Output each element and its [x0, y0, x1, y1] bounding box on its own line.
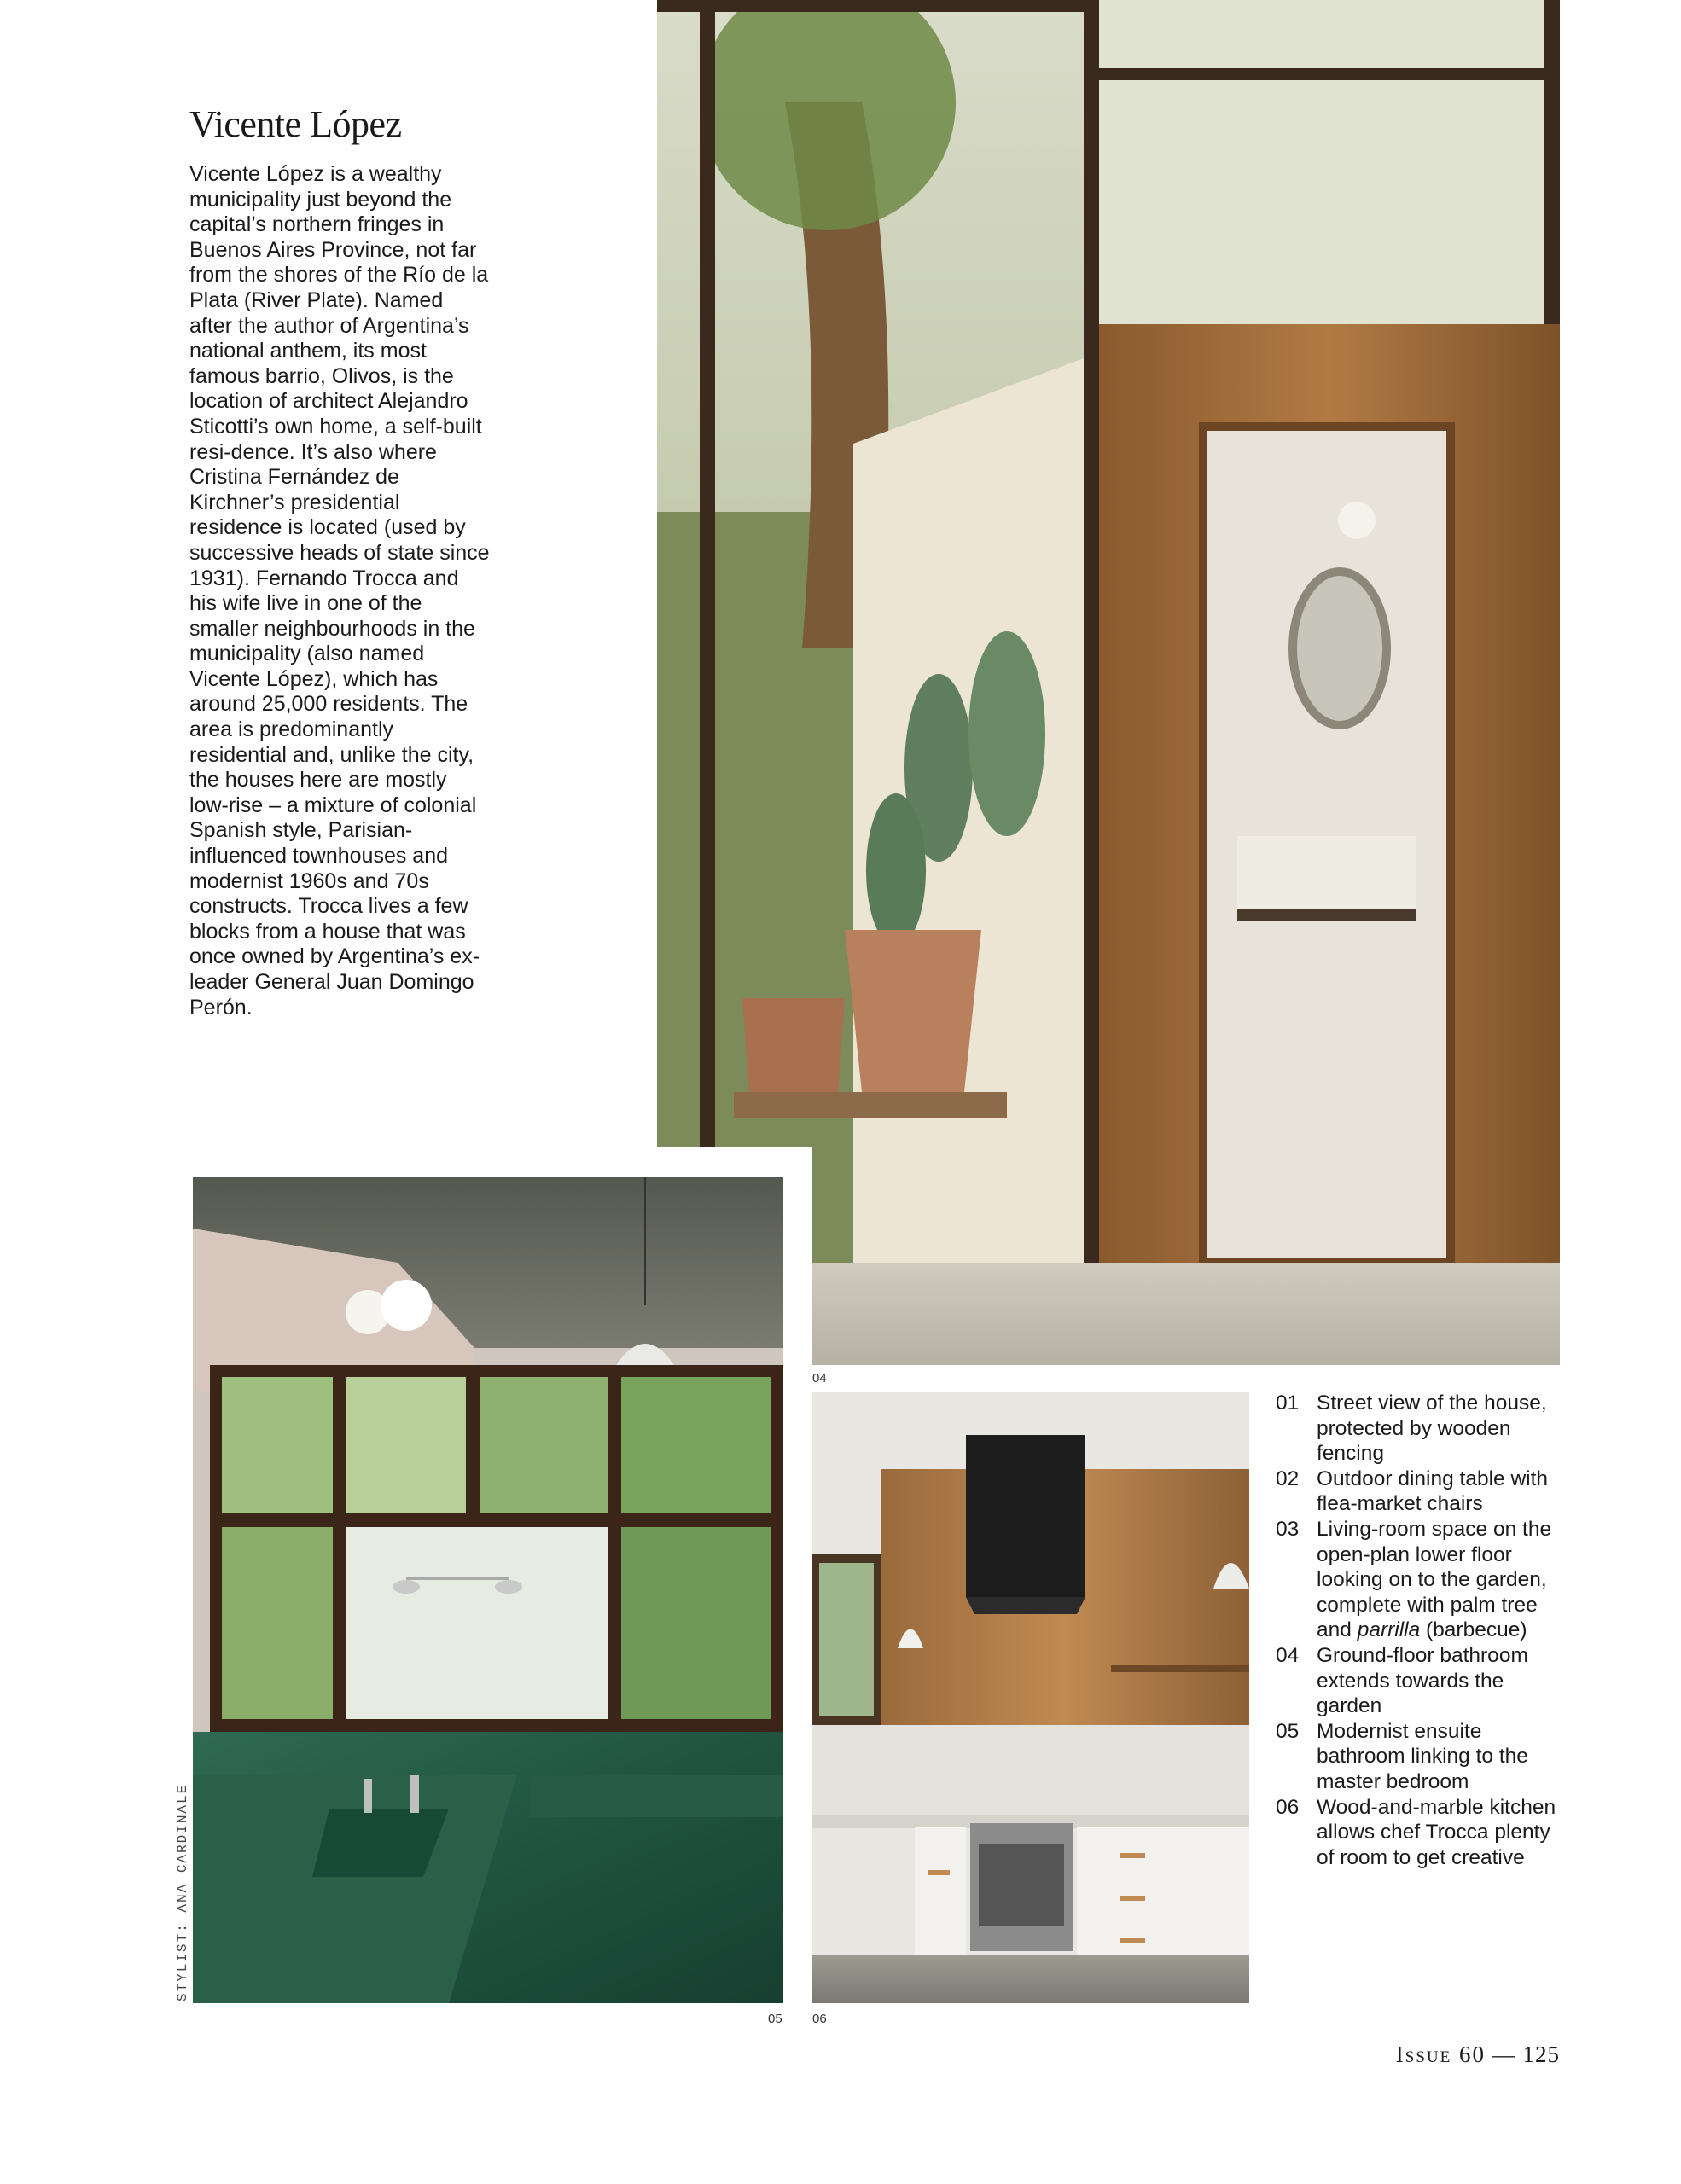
- page-folio: [1396, 2042, 1560, 2068]
- photo-number-06: 06: [812, 2012, 827, 2026]
- caption-text-end: (barbecue): [1420, 1618, 1527, 1642]
- caption-item: [1276, 1719, 1566, 1795]
- caption-item: [1276, 1517, 1566, 1643]
- caption-item: [1276, 1391, 1566, 1467]
- issue-label: Issue 60: [1395, 2042, 1486, 2067]
- caption-number: 03: [1276, 1517, 1300, 1541]
- photo-number-05: 05: [768, 2012, 782, 2026]
- caption-text: Modernist ensuite bathroom linking to the master bedroom: [1317, 1719, 1528, 1793]
- sidebar-title: Vicente López: [189, 103, 402, 145]
- stylist-credit: STYLIST: ANA CARDINALE: [175, 1783, 190, 2001]
- caption-text: [1317, 1517, 1566, 1643]
- page-number: 125: [1522, 2042, 1560, 2067]
- caption-number: 02: [1276, 1467, 1300, 1490]
- photo-captions: [1276, 1391, 1566, 1870]
- photo-number-04: 04: [812, 1371, 827, 1385]
- caption-item: [1276, 1467, 1566, 1517]
- caption-number: 06: [1276, 1795, 1300, 1819]
- caption-item: [1276, 1643, 1566, 1719]
- caption-text: Wood-and-marble kitchen allows chef Trocca plenty of room to get creative: [1317, 1795, 1556, 1869]
- caption-number: 04: [1276, 1643, 1300, 1667]
- caption-number: 05: [1276, 1719, 1300, 1743]
- photo-kitchen: [812, 1392, 1249, 2003]
- sidebar-body-text: Vicente López is a wealthy municipality just beyond the capital’s northern fringes in Buenos Aires Province, not far from the shores of the Río de la Plata (River Plate). Named after the author of Argentina’s national anthem, its most famous barrio, Olivos, is the location of architect Alejandro Sticotti’s own home, a self-built resi-dence. It’s also where Cristina Fernández de Kirchner’s presidential residence is located (used by successive heads of state since 1931). Fernando Trocca and his wife live in one of the smaller neighbourhoods in the municipality (also named Vicente López), which has around 25,000 residents. The area is predominantly residential and, unlike the city, the houses here are mostly low-rise – a mixture of colonial Spanish style, Parisian-influenced townhouses and modernist 1960s and 70s constructs. Trocca lives a few blocks from a house that was once owned by Argentina’s ex-leader General Juan Domingo Perón.: [189, 162, 490, 1019]
- caption-text: Ground-floor bathroom extends towards the garden: [1317, 1643, 1528, 1718]
- caption-text: Street view of the house, protected by wooden fencing: [1317, 1391, 1547, 1466]
- caption-text-start: Living-room space on the open-plan lower floor looking on to the garden, complete with palm tree and: [1317, 1517, 1552, 1642]
- folio-separator: —: [1492, 2042, 1516, 2067]
- photo-ensuite-bathroom: [193, 1177, 783, 2003]
- caption-item: [1276, 1795, 1566, 1871]
- caption-text-italic: parrilla: [1357, 1618, 1421, 1642]
- caption-number: 01: [1276, 1391, 1300, 1414]
- caption-text: Outdoor dining table with flea-market chairs: [1317, 1467, 1549, 1516]
